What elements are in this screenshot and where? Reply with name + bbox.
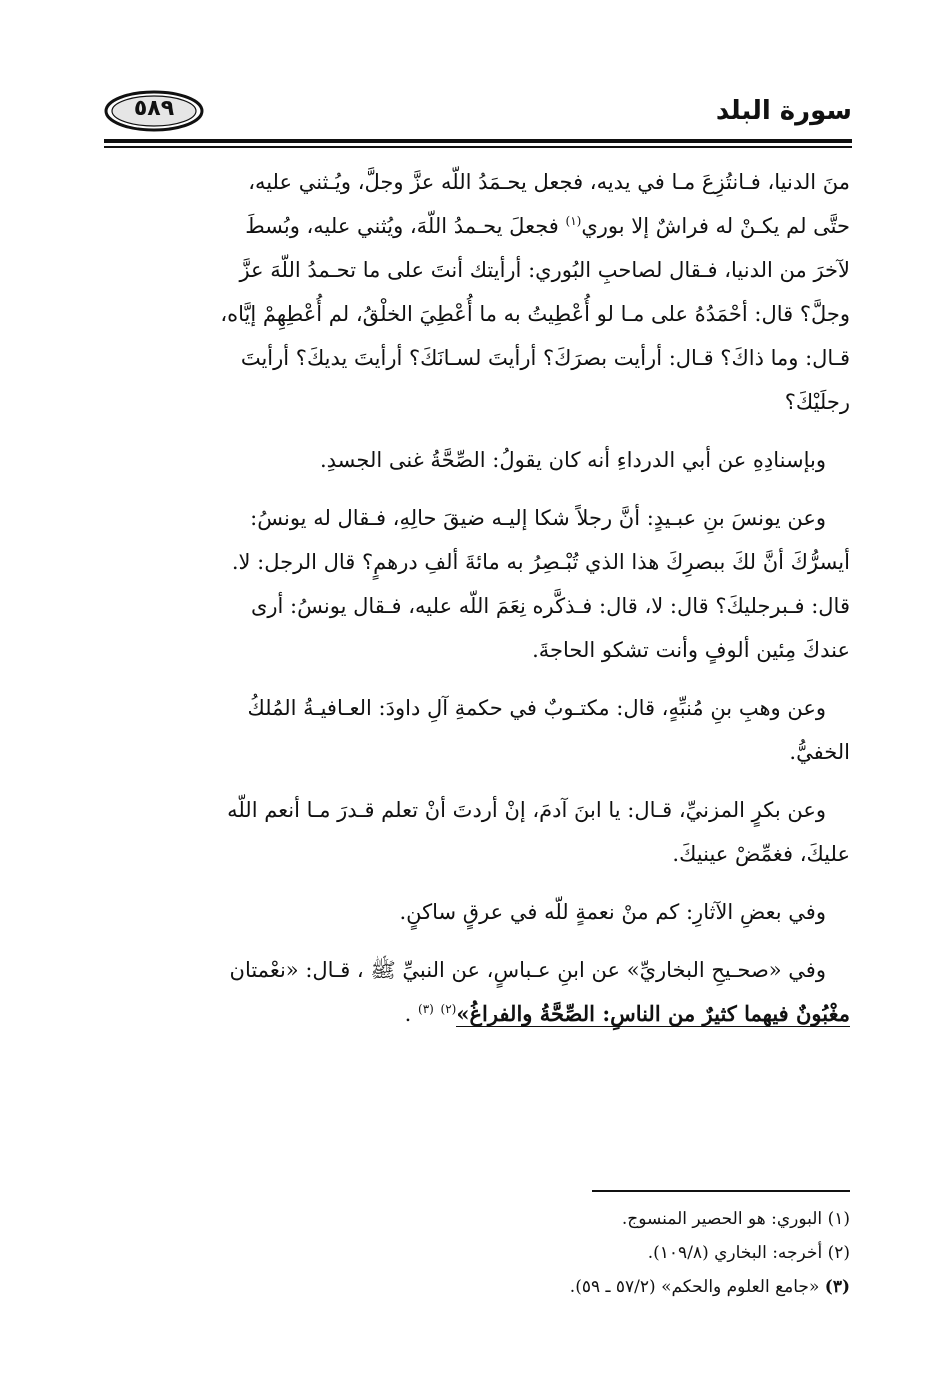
page-number-badge bbox=[104, 90, 204, 132]
surah-title: سورة البلد bbox=[715, 96, 852, 126]
footnote-text: «جامع العلوم والحكم» (٥٧/٢ ـ ٥٩). bbox=[569, 1277, 820, 1297]
text-line: الخفيُّ. bbox=[789, 740, 850, 764]
text-line: وفي «صحـيحِ البخاريِّ» عن ابنِ عـباسٍ، عن النبيِّ ﷺ ، قـال: «نعْمتان bbox=[229, 958, 826, 982]
text-segment: حتَّى لم يكـنْ له فراشٌ إلا بوري bbox=[581, 214, 850, 238]
header-rule-thick bbox=[104, 139, 852, 143]
footnote-item bbox=[450, 1270, 850, 1304]
text-line: مغْبُونٌ فيهما كثيرٌ من الناسِ: الصِّحَّةُ والفراغُ»$^{(٢)}$ $^{(٣)}$ . bbox=[404, 1001, 850, 1026]
text-line: وجلَّ؟ قال: أحْمَدُهُ على مـا لو أُعْطِيتُ به ما أُعْطِيَ الخلْقُ، لم أُعْطِهِمْ إيَّاه، bbox=[220, 302, 850, 326]
text-line: منَ الدنيا، فـانتُزِعَ مـا في يديه، فجعل يحـمَدُ اللّه عزَّ وجلَّ، ويُـثني عليه، bbox=[248, 170, 850, 194]
text-line: وبإسنادِهِ عن أبي الدرداءِ أنه كان يقولُ: الصِّحَّةُ غنى الجسدِ. bbox=[319, 448, 826, 472]
footnotes bbox=[450, 1202, 850, 1304]
text-line: وعن بكرٍ المزنيِّ، قـال: يا ابنَ آدمَ، إنْ أردتَ أنْ تعلم قـدرَ مـا أنعم اللّه bbox=[227, 798, 826, 822]
paragraph-1 bbox=[104, 160, 850, 424]
footnote-item bbox=[450, 1236, 850, 1270]
paragraph-5 bbox=[104, 788, 850, 876]
footnote-number: (٣) bbox=[824, 1277, 850, 1297]
footnote-ref: (٣) bbox=[418, 1002, 434, 1016]
text-line: وفي بعضِ الآثارِ: كم منْ نعمةٍ للّه في عرقٍ ساكنٍ. bbox=[399, 900, 826, 924]
page-number: ٥٨٩ bbox=[133, 96, 175, 121]
text-segment: فجعلَ يحـمدُ اللّهَ، ويُثني عليه، وبُسطَ bbox=[245, 214, 559, 238]
text-line: وعن يونسَ بنِ عبـيدٍ: أنَّ رجلاً شكا إليـه ضيقَ حالِهِ، فـقال له يونسُ: bbox=[250, 506, 826, 530]
text-line: لآخرَ من الدنيا، فـقال لصاحبِ البُوري: أرأيتك أنتَ على ما تحـمدُ اللّهَ عزَّ bbox=[239, 258, 850, 282]
text-line: قـال: وما ذاكَ؟ قـال: أرأيت بصرَكَ؟ أرأيتَ لسـانَكَ؟ أرأيتَ يديكَ؟ أرأيتَ bbox=[240, 346, 850, 370]
text-line: رجلَيْكَ؟ bbox=[784, 390, 850, 414]
text-line: أيسرُّكَ أنَّ لكَ ببصرِكَ هذا الذي تُبْـصِرُ به مائةَ ألفِ درهمٍ؟ قال الرجل: لا. bbox=[231, 550, 850, 574]
paragraph-7 bbox=[104, 948, 850, 1036]
text-line: قال: فـبرجليكَ؟ قال: لا، قال: فـذكَّره نِعَمَ اللّه عليه، فـقال يونسُ: أرى bbox=[250, 594, 850, 618]
paragraph-4 bbox=[104, 686, 850, 774]
footnote-item bbox=[450, 1202, 850, 1236]
footnote-text: البوري: هو الحصير المنسوج. bbox=[621, 1209, 823, 1229]
paragraph-3 bbox=[104, 496, 850, 672]
page-header bbox=[104, 88, 852, 140]
text-line: عندكَ مِئين ألوفٍ وأنت تشكو الحاجةَ. bbox=[532, 638, 850, 662]
hadith-quote: مغْبُونٌ فيهما كثيرٌ من الناسِ: الصِّحَّةُ والفراغُ» bbox=[456, 1001, 850, 1026]
paragraph-6 bbox=[104, 890, 850, 934]
footnote-number: (٢) bbox=[827, 1243, 850, 1263]
text-line: عليكَ، فغمِّضْ عينيكَ. bbox=[672, 842, 850, 866]
footnote-separator bbox=[592, 1190, 850, 1192]
footnote-ref: (١) bbox=[565, 214, 582, 228]
footnote-ref: (٢) bbox=[440, 1002, 457, 1016]
footnote-number: (١) bbox=[827, 1209, 850, 1229]
footnote-text: أخرجه: البخاري (١٠٩/٨). bbox=[647, 1243, 823, 1263]
text-line: وعن وهبِ بنِ مُنبِّهٍ، قال: مكتـوبٌ في حكمةِ آلِ داودَ: العـافيـةُ المُلكُ bbox=[247, 696, 826, 720]
main-text bbox=[104, 160, 850, 1050]
header-rule-thin bbox=[104, 146, 852, 148]
text-line bbox=[104, 204, 850, 248]
paragraph-2 bbox=[104, 438, 850, 482]
